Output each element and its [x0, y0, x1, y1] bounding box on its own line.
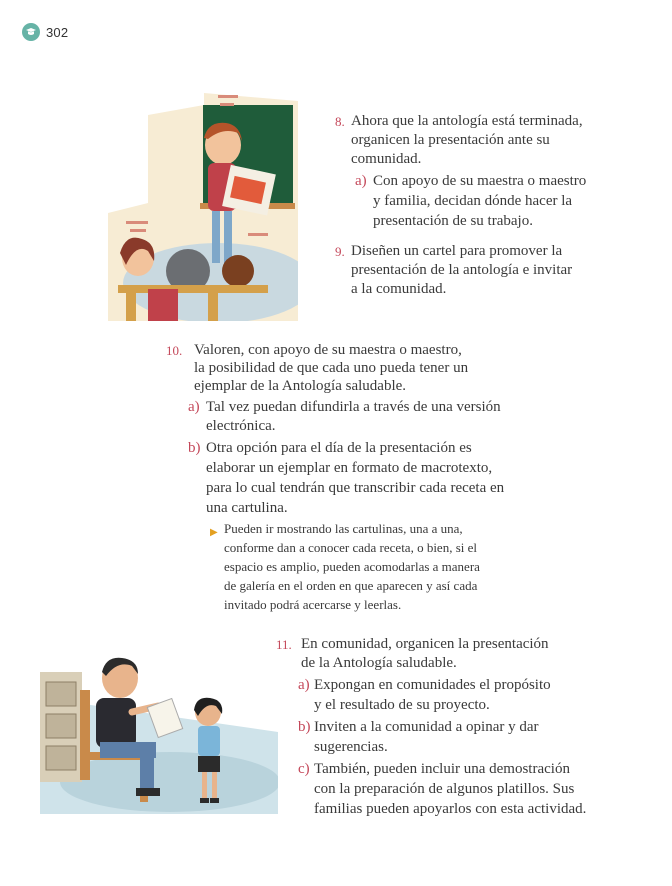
item-10-bullet-line-2: conforme dan a conocer cada receta, o bien, si el [224, 540, 478, 555]
item-10-bullet-line-5: invitado podrá acercarse y leerlas. [224, 597, 402, 612]
item-8-a-line-2: y familia, decidan dónde hacer la [373, 193, 573, 209]
item-9 [335, 242, 635, 302]
item-10-line-3: ejemplar de la Antología saludable. [194, 378, 407, 394]
item-10-b-label: b) [188, 440, 201, 456]
item-10-bullet-line-1: Pueden ir mostrando las cartulinas, una a una, [224, 521, 463, 536]
item-11-c-line-3: familias pueden apoyarlos con esta actividad. [314, 801, 587, 817]
mortarboard-icon [22, 23, 40, 41]
item-8-line-1: Ahora que la antología está terminada, [351, 113, 583, 129]
page-number: 302 [46, 24, 69, 40]
item-8 [335, 112, 635, 232]
item-10-line-1: Valoren, con apoyo de su maestra o maestro, [194, 342, 462, 358]
item-10-number: 10. [166, 343, 183, 358]
item-9-number: 9. [335, 244, 345, 259]
item-10-b-line-1: Otra opción para el día de la presentación es [206, 440, 472, 456]
item-8-line-2: organicen la presentación ante su [351, 132, 550, 148]
item-10-bullet-line-3: espacio es amplio, pueden acomodarlas a manera [224, 559, 480, 574]
item-11-line-1: En comunidad, organicen la presentación [301, 636, 549, 652]
item-11-b-label: b) [298, 719, 311, 735]
item-10-a-line-1: Tal vez puedan difundirla a través de una versión [206, 399, 501, 415]
item-11-b-line-1: Inviten a la comunidad a opinar y dar [314, 719, 539, 735]
item-9-line-2: presentación de la antología e invitar [351, 262, 573, 278]
item-11-number: 11. [276, 637, 292, 652]
man-and-child-illustration [40, 652, 278, 814]
item-11-c-label: c) [298, 761, 310, 777]
item-8-line-3: comunidad. [351, 151, 422, 167]
item-10-a-line-2: electrónica. [206, 418, 276, 434]
item-10-b-line-4: una cartulina. [206, 500, 288, 516]
item-8-a-line-3: presentación de su trabajo. [373, 213, 533, 229]
item-10-line-2: la posibilidad de que cada uno pueda tener un [194, 360, 469, 376]
item-8-number: 8. [335, 114, 345, 129]
classroom-illustration [108, 93, 298, 321]
item-10-b-line-2: elaborar un ejemplar en formato de macrotexto, [206, 460, 493, 476]
item-10-b-line-3: para lo cual tendrán que transcribir cada receta en [206, 480, 505, 496]
item-10-a-label: a) [188, 399, 200, 415]
triangle-bullet-icon: ▶ [210, 527, 218, 538]
item-11-a-label: a) [298, 677, 310, 693]
item-11-c-line-1: También, pueden incluir una demostración [314, 761, 570, 777]
item-8-a-line-1: Con apoyo de su maestra o maestro [373, 173, 587, 189]
item-9-line-3: a la comunidad. [351, 281, 447, 297]
item-9-line-1: Diseñen un cartel para promover la [351, 243, 563, 259]
item-11-line-2: de la Antología saludable. [301, 655, 457, 671]
item-8-a-label: a) [355, 173, 367, 189]
item-10 [166, 341, 566, 617]
item-11-a-line-2: y el resultado de su proyecto. [314, 697, 490, 713]
page-header [22, 23, 68, 41]
item-10-bullet-line-4: de galería en el orden en que aparecen y así cada [224, 578, 478, 593]
item-11-c-line-2: con la preparación de algunos platillos. Sus [314, 781, 575, 797]
item-11 [276, 635, 606, 825]
item-11-a-line-1: Expongan en comunidades el propósito [314, 677, 551, 693]
item-11-b-line-2: sugerencias. [314, 739, 388, 755]
